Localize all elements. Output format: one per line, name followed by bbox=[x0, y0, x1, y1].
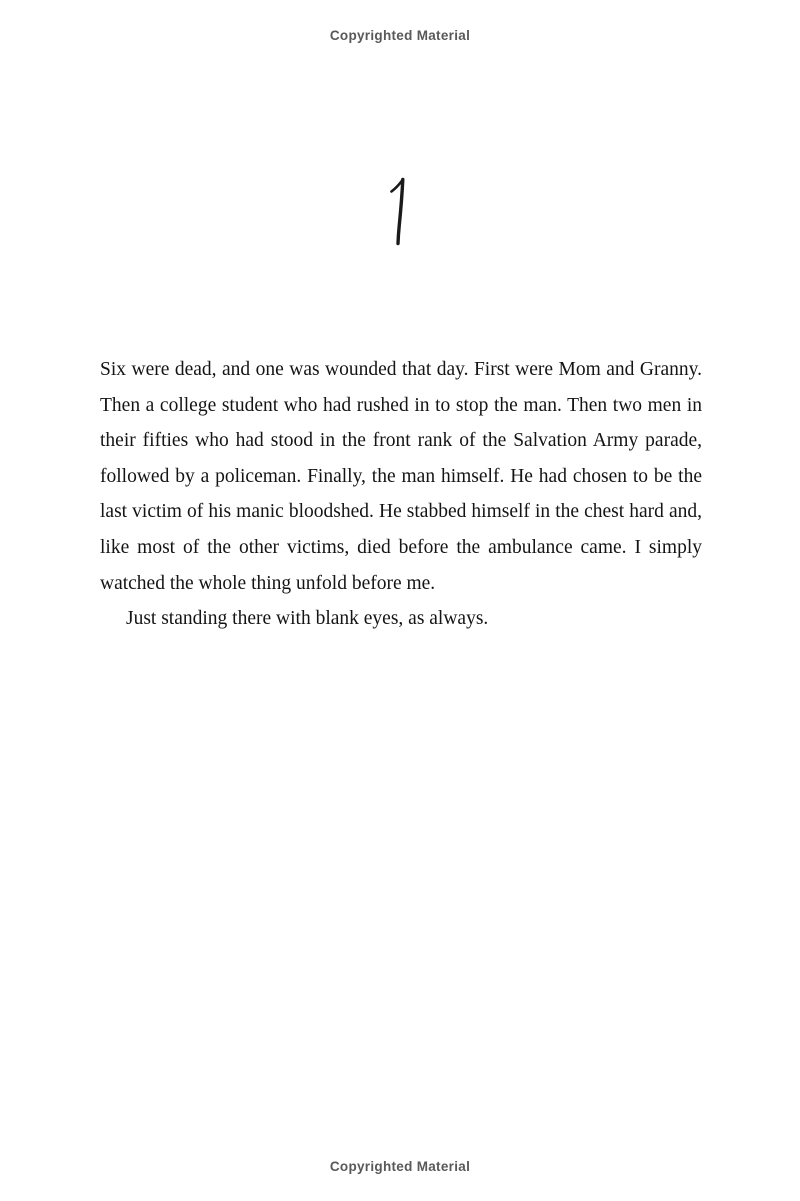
handwritten-one-glyph bbox=[385, 176, 415, 248]
copyright-notice-bottom: Copyrighted Material bbox=[329, 1159, 471, 1174]
paragraph-2: Just standing there with blank eyes, as always. bbox=[126, 608, 489, 630]
paragraph-1: Six were dead, and one was wounded that day. First were Mom and Granny. Then a college student who had rushed in to stop the man. Then two men in their fifties who had stood in the front rank of the Salvation Army parade, followed by a policeman. Finally, the man himself. He had chosen to be the last victim of his manic bloodshed. He stabbed himself in the chest hard and, like most of the other victims, died before the ambulance came. I simply watched the whole thing unfold before me. bbox=[100, 359, 702, 594]
chapter-body bbox=[100, 352, 702, 637]
chapter-number bbox=[0, 176, 800, 248]
copyright-notice-top: Copyrighted Material bbox=[329, 28, 471, 43]
